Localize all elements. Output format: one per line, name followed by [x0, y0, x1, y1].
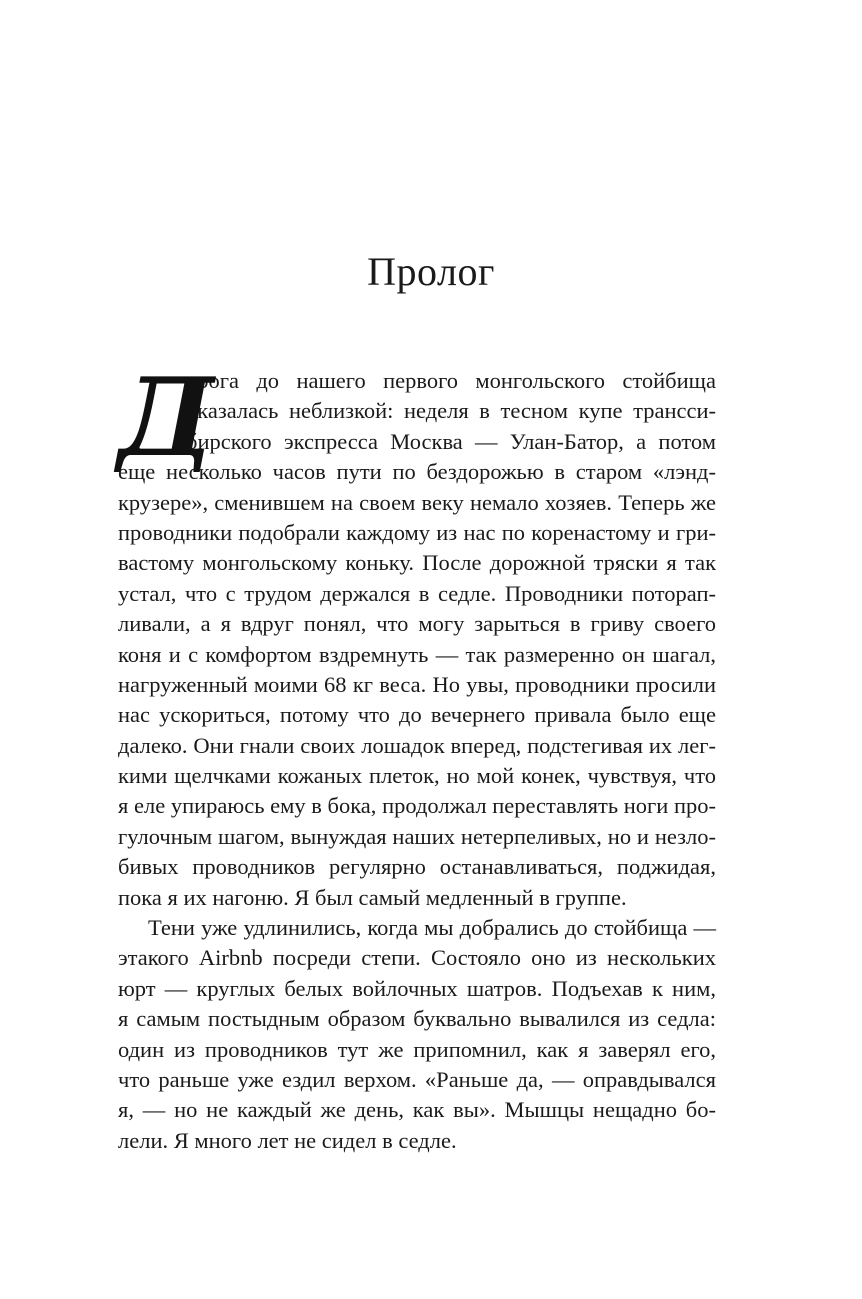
text-line: я, — но не каждый же день, как вы». Мышцы нещадно бо-	[118, 1097, 716, 1123]
text-line: лели. Я много лет не сидел в седле.	[118, 1127, 457, 1153]
drop-cap: Д	[118, 355, 215, 481]
text-line: юрт — круглых белых войлочных шатров. Подъехав к ним,	[118, 975, 716, 1001]
text-line: вастому монгольскому коньку. После дорожной тряски я так	[118, 550, 716, 576]
text-line: проводники подобрали каждому из нас по коренастому и гри-	[118, 519, 716, 545]
chapter-title: Пролог	[367, 249, 495, 294]
text-line: я самым постыдным образом буквально вывалился из седла:	[118, 1006, 716, 1032]
text-line: орога до нашего первого монгольского стойбища	[186, 368, 716, 393]
text-line: нас ускориться, потому что до вечернего привала было еще	[118, 702, 716, 728]
text-line: оказалась неблизкой: неделя в тесном купе трансси-	[186, 398, 716, 424]
text-line: нагруженный моими 68 кг веса. Но увы, проводники просили	[118, 671, 716, 697]
text-line: один из проводников тут же припомнил, как я заверял его,	[118, 1036, 716, 1062]
text-line: крузере», сменившем на своем веку немало хозяев. Теперь же	[118, 489, 716, 515]
text-line: далеко. Они гнали своих лошадок вперед, подстегивая их лег-	[118, 732, 716, 758]
text-line: гулочным шагом, вынуждая наших нетерпеливых, но и незло-	[118, 823, 716, 849]
text-line: Тени уже удлинились, когда мы добрались до стойбища —	[148, 915, 716, 941]
text-line: что раньше уже ездил верхом. «Раньше да, — оправдывался	[118, 1066, 716, 1092]
text-line: еще несколько часов пути по бездорожью в старом «лэнд-	[118, 459, 716, 485]
text-line: я еле упираюсь ему в бока, продолжал переставлять ноги про-	[118, 793, 716, 819]
text-line: бивых проводников регулярно останавливаться, поджидая,	[118, 854, 716, 880]
paragraph-2	[118, 913, 716, 1156]
text-line: бирского экспресса Москва — Улан-Батор, а потом	[186, 428, 716, 454]
body-text	[118, 355, 716, 1156]
text-line: кими щелчками кожаных плеток, но мой конек, чувствуя, что	[118, 763, 716, 789]
text-line: пока я их нагоню. Я был самый медленный в группе.	[118, 884, 627, 910]
text-line: ливали, а я вдруг понял, что могу зарыться в гриву своего	[118, 611, 716, 637]
text-line: коня и с комфортом вздремнуть — так размеренно он шагал,	[118, 641, 716, 667]
text-line: этакого Airbnb посреди степи. Состояло оно из нескольких	[118, 945, 716, 971]
text-line: устал, что с трудом держался в седле. Проводники поторап-	[118, 580, 716, 606]
